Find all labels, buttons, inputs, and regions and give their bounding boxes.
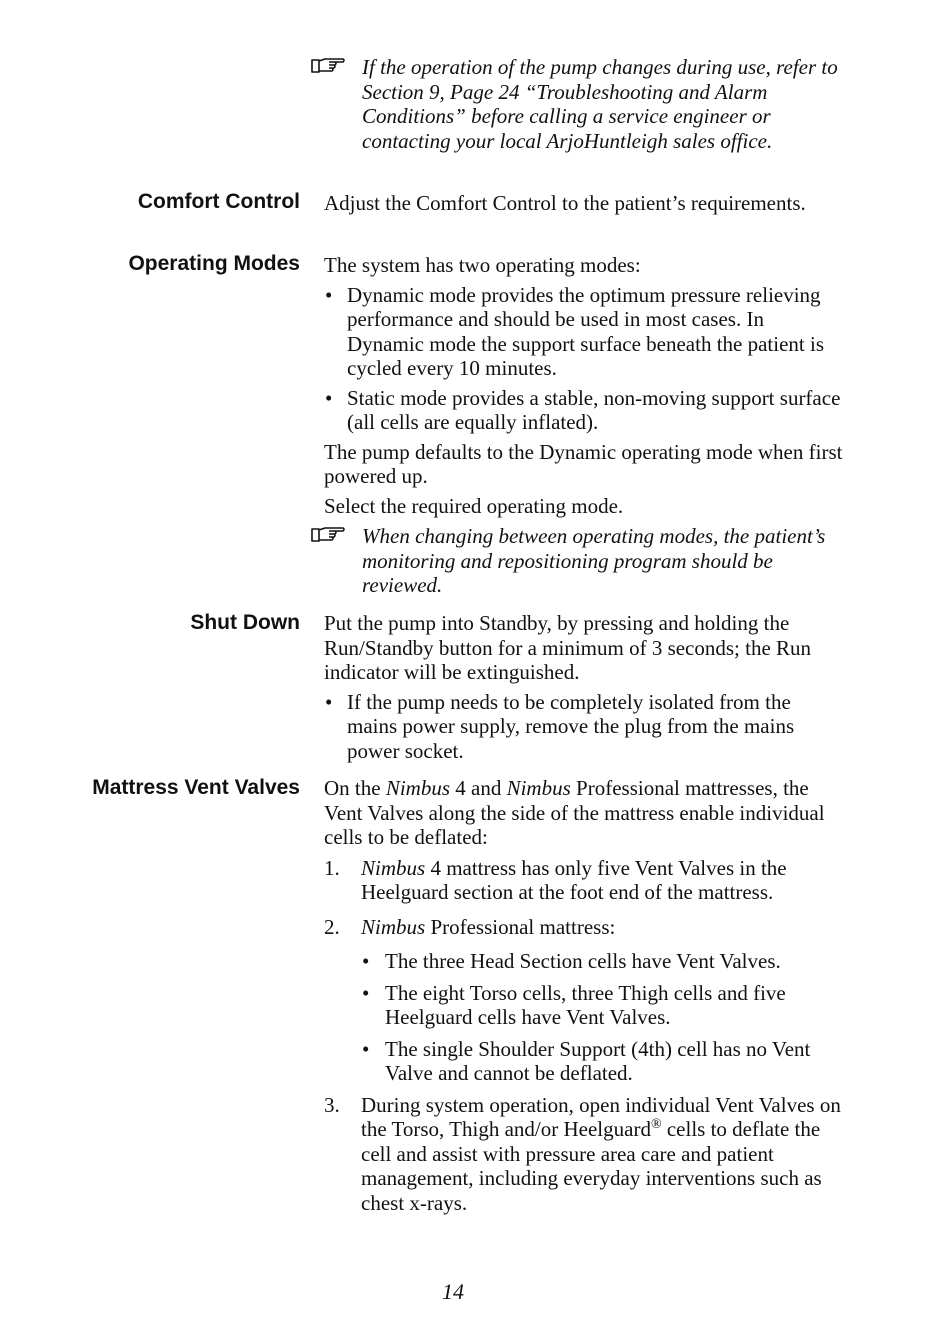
numbered-item: 1. Nimbus 4 mattress has only five Vent Valves in the Heelguard section at the foot end of the mattress.: [324, 855, 787, 904]
mode-static: Static mode provides a stable, non-moving support surface (all cells are equally inflated).: [347, 385, 841, 434]
note-operating-modes: [310, 524, 850, 598]
comfort-text: Adjust the Comfort Control to the patient’s requirements.: [324, 191, 806, 215]
section-comfort-control: [324, 191, 844, 216]
modes-default: The pump defaults to the Dynamic operating mode when first powered up.: [324, 439, 843, 488]
list-item: [324, 283, 844, 381]
section-mattress-vent-valves: [324, 776, 844, 1215]
shutdown-isolate: If the pump needs to be completely isolated from the mains power supply, remove the plug from the mains power socket.: [347, 689, 795, 763]
page-number: 14: [442, 1279, 464, 1304]
pointing-hand-icon: [310, 55, 346, 77]
bullet-marker: •: [362, 1036, 370, 1061]
list-item: • The eight Torso cells, three Thigh cells and five Heelguard cells have Vent Valves.: [362, 980, 786, 1029]
list-item: • The single Shoulder Support (4th) cell has no Vent Valve and cannot be deflated.: [362, 1036, 811, 1085]
heading-comfort-control: Comfort Control: [137, 190, 300, 213]
heading-operating-modes: Operating Modes: [128, 252, 300, 275]
list-item: • The three Head Section cells have Vent Valves.: [362, 949, 781, 973]
note-text: If the operation of the pump changes during use, refer to Section 9, Page 24 “Troubleshooting and Alarm Conditions” before calling a service engineer or contacting your local ArjoHuntleigh sales office.: [362, 55, 838, 153]
numbered-item: 2. Nimbus Professional mattress:: [324, 914, 616, 939]
modes-intro: The system has two operating modes:: [324, 253, 641, 277]
bullet-marker: •: [325, 689, 333, 714]
note-troubleshooting: [310, 55, 850, 153]
mode-dynamic: Dynamic mode provides the optimum pressure relieving performance and should be used in most cases. In Dynamic mode the support surface beneath the patient is cycled every 10 minutes.: [347, 282, 825, 380]
vents-intro: On the Nimbus 4 and Nimbus Professional mattresses, the Vent Valves along the side of the mattress enable individual cells to be deflated:: [324, 776, 825, 849]
numbered-item: 3. During system operation, open individual Vent Valves on the Torso, Thigh and/or Heelguard® cells to deflate the cell and assist with pressure area care and patient management, including everyday interventions such as chest x-rays.: [324, 1092, 841, 1215]
pointing-hand-icon: [310, 524, 346, 546]
section-shut-down: [324, 611, 844, 763]
modes-select: Select the required operating mode.: [324, 493, 624, 518]
list-item: [324, 386, 844, 435]
bullet-marker: •: [325, 385, 333, 410]
bullet-marker: •: [325, 282, 333, 307]
shutdown-text: Put the pump into Standby, by pressing and holding the Run/Standby button for a minimum of 3 seconds; the Run indicator will be extinguished.: [324, 611, 812, 684]
list-item: [324, 690, 844, 764]
heading-mattress-vent-valves: Mattress Vent Valves: [92, 776, 300, 799]
note-text: When changing between operating modes, the patient’s monitoring and repositioning program should be reviewed.: [362, 524, 826, 597]
heading-shut-down: Shut Down: [190, 611, 300, 634]
item-number: 1.: [324, 855, 340, 880]
section-operating-modes: [324, 253, 844, 518]
bullet-marker: •: [362, 980, 370, 1005]
bullet-marker: •: [362, 949, 370, 973]
item-number: 3.: [324, 1092, 340, 1117]
item-number: 2.: [324, 914, 340, 939]
